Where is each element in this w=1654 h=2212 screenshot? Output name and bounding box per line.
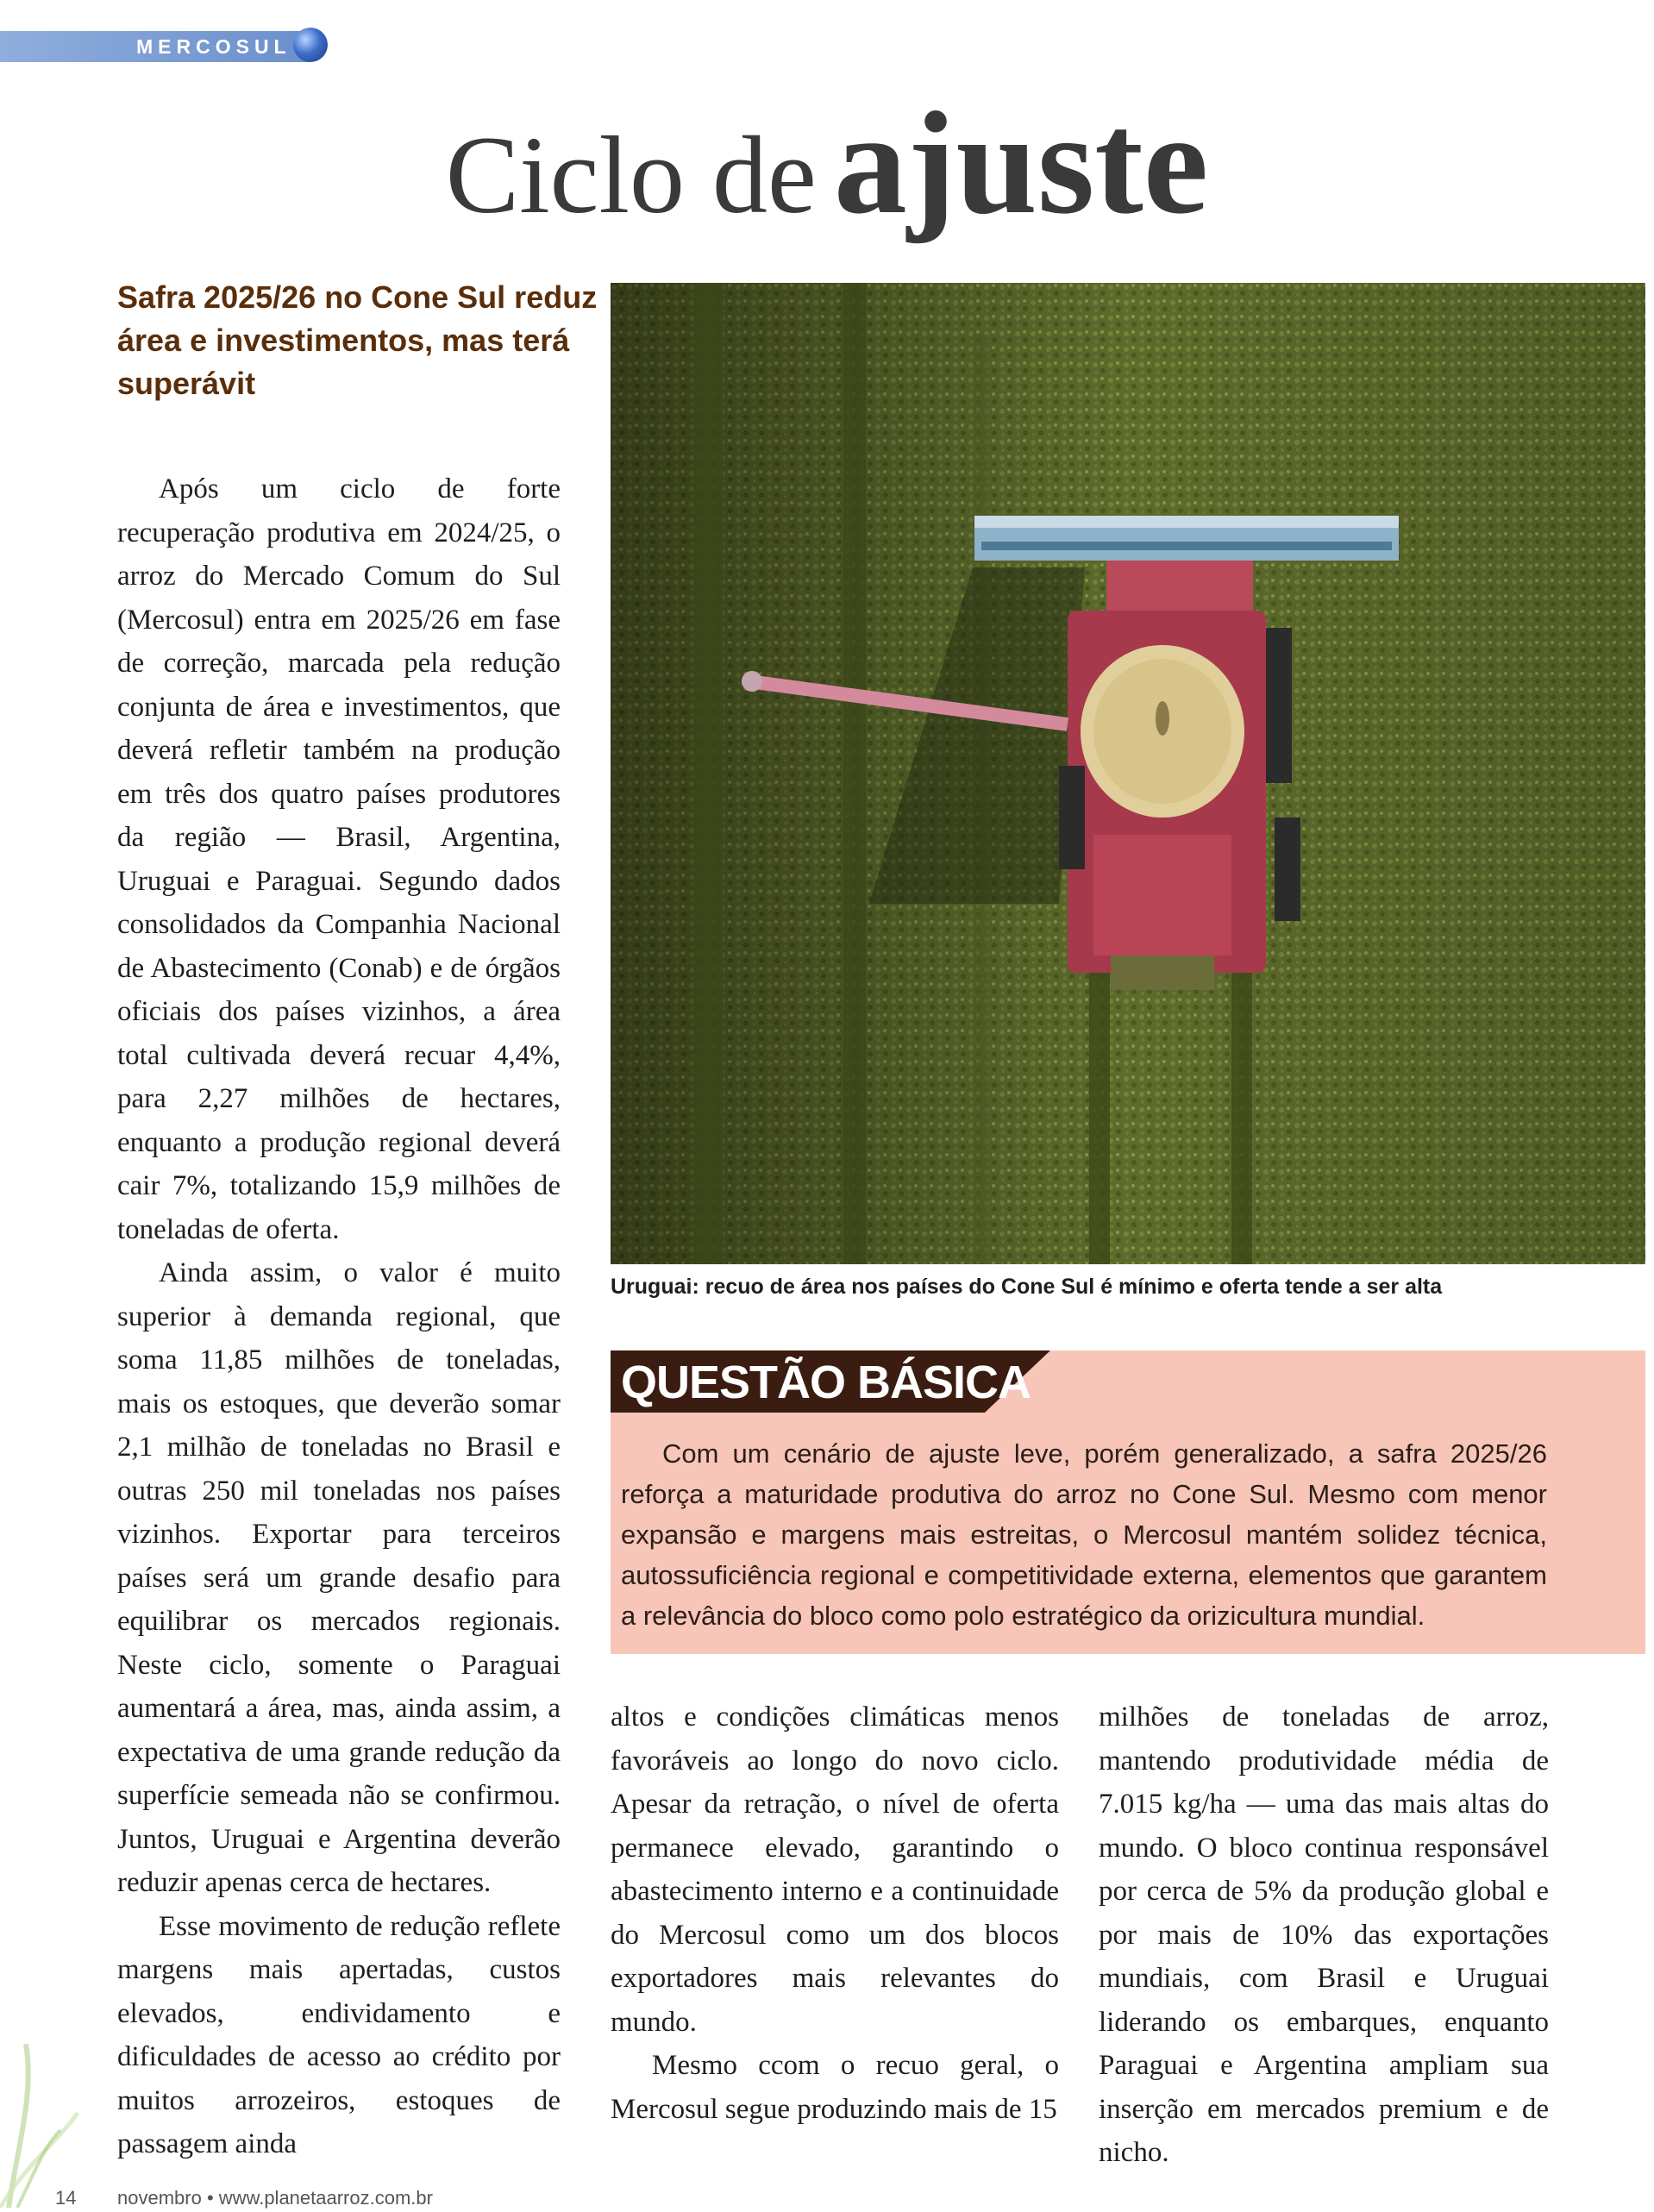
left-paragraph-2: Ainda assim, o valor é muito superior à demanda regional, que soma 11,85 milhões de toneladas, mais os estoques, que deverão somar 2,1 milhão de toneladas no Brasil e outras 250 mil toneladas nos países vizinhos. Exportar para terceiros países será um grande desafio para equilibrar os mercados regionais. Neste ciclo, somente o Paraguai aumentará a área, mas, ainda assim, a expectativa de uma grande redução da superfície semeada não se confirmou. Juntos, Uruguai e Argentina deverão reduzir apenas cerca de hectares. bbox=[117, 1257, 561, 1898]
title-light: Ciclo de bbox=[445, 114, 817, 236]
photo-caption: Uruguai: recuo de área nos países do Cone Sul é mínimo e oferta tende a ser alta bbox=[611, 1275, 1443, 1299]
left-paragraph-1: Após um ciclo de forte recuperação produtiva em 2024/25, o arroz do Mercado Comum do Sul (Mercosul) entra em 2025/26 em fase de correção, marcada pela redução conjunta de área e investimentos, que deverá refletir também na produção em três dos quatro países produtores da região — Brasil, Argentina, Uruguai e Paraguai. Segundo dados consolidados da Companhia Nacional de Abastecimento (Conab) e de órgãos oficiais dos países vizinhos, a área total cultivada deverá recuar 4,4%, para 2,27 milhões de hectares, enquanto a produção regional deverá cair 7%, totalizando 15,9 milhões de toneladas de oferta. bbox=[117, 473, 561, 1245]
middle-paragraph-1: altos e condições climáticas menos favoráveis ao longo do novo ciclo. Apesar da retração, o nível de oferta permanece elevado, garantindo o abastecimento interno e a continuidade do Mercosul como um dos blocos exportadores mais relevantes do mundo. bbox=[611, 1701, 1059, 2038]
rice-leaf-decoration bbox=[0, 2044, 86, 2208]
page-number: 14 bbox=[55, 2187, 77, 2209]
info-box-text: Com um cenário de ajuste leve, porém generalizado, a safra 2025/26 reforça a maturidade produtiva do arroz no Cone Sul. Mesmo com menor expansão e margens mais estreitas, o Mercosul mantém solidez técnica, autossuficiência regional e competitividade externa, elementos que garantem a relevância do bloco como polo estratégico da orizicultura mundial. bbox=[621, 1438, 1547, 1631]
page-title bbox=[0, 79, 1654, 269]
left-paragraph-3: Esse movimento de redução reflete margens mais apertadas, custos elevados, endividamento e dificuldades de acesso ao crédito por muitos arrozeiros, estoques de passagem ainda bbox=[117, 1910, 561, 2159]
harvester-photo bbox=[611, 283, 1645, 1264]
title-bold: ajuste bbox=[833, 82, 1209, 244]
info-box-title: QUESTÃO BÁSICA bbox=[621, 1357, 1031, 1408]
right-paragraph-1: milhões de toneladas de arroz, mantendo produtividade média de 7.015 kg/ha — uma das mais altas do mundo. O bloco continua responsável por cerca de 5% da produção global e por mais de 10% das exportações mundiais, com Brasil e Uruguai liderando os embarques, enquanto Paraguai e Argentina ampliam sua inserção em mercados premium e de nicho. bbox=[1099, 1701, 1549, 2168]
section-label: MERCOSUL bbox=[136, 35, 291, 58]
middle-column bbox=[611, 1695, 1059, 2131]
right-column bbox=[1099, 1695, 1549, 2175]
rice-leaf-icon bbox=[0, 2044, 86, 2208]
section-globe-icon bbox=[293, 28, 328, 62]
article-subtitle: Safra 2025/26 no Cone Sul reduz área e investimentos, mas terá superávit bbox=[117, 279, 598, 401]
footer-text: novembro • www.planetaarroz.com.br bbox=[117, 2187, 433, 2209]
harvester-photo-image bbox=[611, 283, 1645, 1264]
left-column bbox=[117, 467, 561, 2166]
middle-paragraph-2: Mesmo ccom o recuo geral, o Mercosul segue produzindo mais de 15 bbox=[611, 2050, 1059, 2125]
